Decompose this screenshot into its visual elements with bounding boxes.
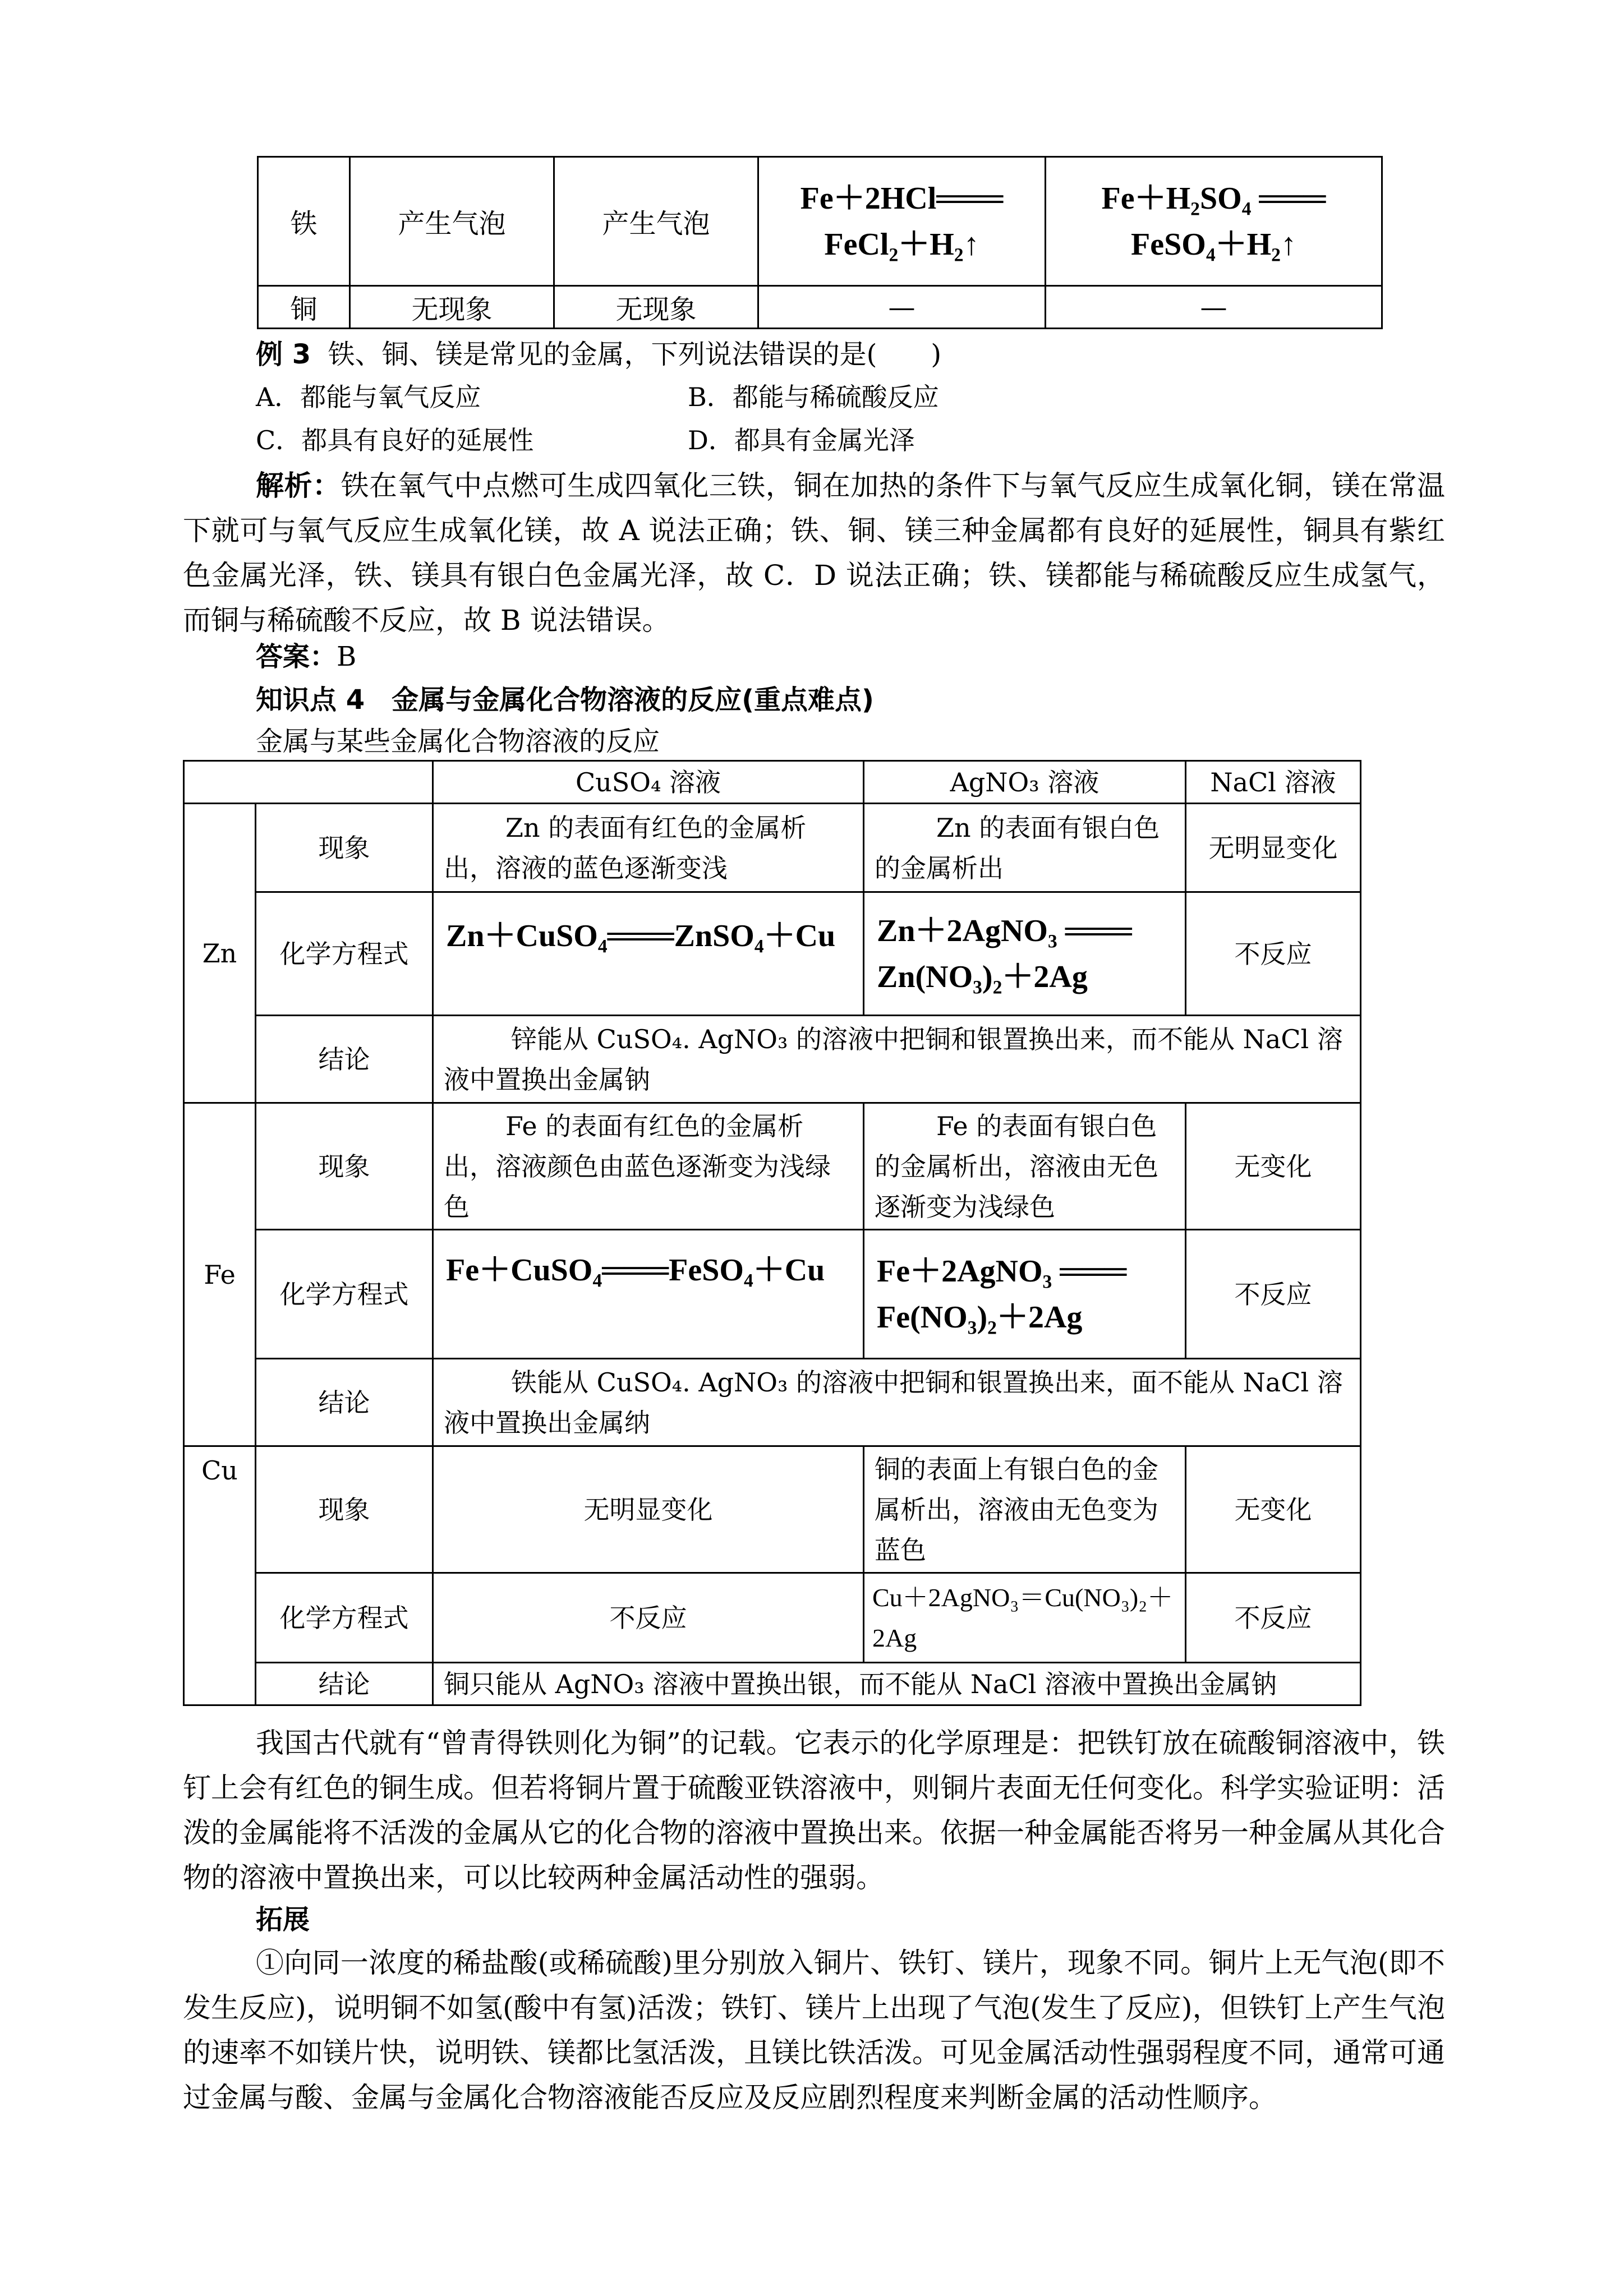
metal-cell: 铁 <box>258 157 350 286</box>
equation-cell: 不反应 <box>1186 1573 1361 1663</box>
row-label: 结论 <box>256 1663 433 1705</box>
header-cell <box>184 761 433 804</box>
table-row <box>184 1016 1361 1103</box>
conclusion-cell: 铜只能从 AgNO₃ 溶液中置换出银，而不能从 NaCl 溶液中置换出金属钠 <box>433 1663 1361 1705</box>
phenomenon-cell: 产生气泡 <box>350 157 554 286</box>
header-cell: CuSO₄ 溶液 <box>433 761 864 804</box>
phenomenon-cell: 无变化 <box>1186 1446 1361 1573</box>
option-a: A．都能与氧气反应 <box>256 382 481 412</box>
answer-line <box>256 635 1445 679</box>
phenomenon-cell: Fe 的表面有红色的金属析出，溶液颜色由蓝色逐渐变为浅绿色 <box>433 1103 864 1230</box>
row-label: 现象 <box>256 1103 433 1230</box>
equation-cell: Cu＋2AgNO₃＝Cu(NO₃)₂＋2Ag <box>864 1573 1186 1663</box>
analysis-label: 解析： <box>256 469 341 502</box>
table-row <box>184 1663 1361 1705</box>
equation-cell: 不反应 <box>1186 892 1361 1016</box>
table-header-row <box>184 761 1361 804</box>
phenomenon-cell: 无现象 <box>554 286 758 329</box>
body-paragraph: 我国古代就有“曾青得铁则化为铜”的记载。它表示的化学原理是：把铁钉放在硫酸铜溶液中，铁钉上会有红色的铜生成。但若将铜片置于硫酸亚铁溶液中，则铜片表面无任何变化。科学实验证明：活泼的金属能将不活泼的金属从它的化合物的溶液中置换出来。依据一种金属能否将另一种金属从其化合物的溶液中置换出来，可以比较两种金属活动性的强弱。 <box>183 1727 1445 1894</box>
reaction-table-acid <box>257 156 1383 329</box>
phenomenon-cell: 无现象 <box>350 286 554 329</box>
table-row <box>184 1446 1361 1573</box>
metal-cell: Fe <box>184 1103 256 1446</box>
header-cell: NaCl 溶液 <box>1186 761 1361 804</box>
phenomenon-cell: Zn 的表面有红色的金属析出，溶液的蓝色逐渐变浅 <box>433 804 864 892</box>
equation-cell: Fe＋CuSO₄═══FeSO₄＋Cu <box>433 1230 864 1359</box>
equation-cell: 不反应 <box>1186 1230 1361 1359</box>
phenomenon-cell: 无明显变化 <box>1186 804 1361 892</box>
table-row <box>184 804 1361 892</box>
section-subtitle: 金属与某些金属化合物溶液的反应 <box>256 726 660 757</box>
table-row <box>184 1230 1361 1359</box>
equation-cell: 不反应 <box>433 1573 864 1663</box>
conclusion-cell: 铁能从 CuSO₄. AgNO₃ 的溶液中把铜和银置换出来，面不能从 NaCl 溶液中置换出金属纳 <box>433 1359 1361 1446</box>
row-label: 现象 <box>256 804 433 892</box>
reaction-table-salt <box>183 760 1361 1706</box>
row-label: 现象 <box>256 1446 433 1573</box>
example-question <box>256 333 1445 376</box>
phenomenon-cell: Zn 的表面有银白色的金属析出 <box>864 804 1186 892</box>
equation-line: Fe＋2HCl═══ <box>800 181 1004 216</box>
option-c: C．都具有良好的延展性 <box>256 425 534 455</box>
equation-line: Zn＋2AgNO₃ ═══ <box>877 913 1132 948</box>
equation-line: Fe＋H₂SO₄ ═══ <box>1101 181 1326 216</box>
table-row <box>258 286 1382 329</box>
dash-cell: — <box>758 286 1046 329</box>
header-cell: AgNO₃ 溶液 <box>864 761 1186 804</box>
table-row <box>258 157 1382 286</box>
equation-cell <box>758 157 1046 286</box>
equation-line: FeSO₄＋H₂↑ <box>1131 227 1296 262</box>
dash-cell: — <box>1046 286 1382 329</box>
metal-cell: 铜 <box>258 286 350 329</box>
table-row <box>184 1359 1361 1446</box>
equation-line: FeCl₂＋H₂↑ <box>824 227 979 262</box>
option-b: B．都能与稀硫酸反应 <box>688 382 939 412</box>
row-label: 化学方程式 <box>256 892 433 1016</box>
expand-title: 拓展 <box>256 1904 310 1935</box>
phenomenon-cell: 产生气泡 <box>554 157 758 286</box>
section-title: 知识点 4 金属与金属化合物溶液的反应(重点难点) <box>256 684 874 716</box>
equation-line: Fe＋2AgNO₃ ═══ <box>877 1253 1127 1289</box>
row-label: 结论 <box>256 1359 433 1446</box>
metal-cell: Zn <box>184 804 256 1103</box>
option-d: D．都具有金属光泽 <box>688 425 915 455</box>
phenomenon-cell: 无变化 <box>1186 1103 1361 1230</box>
equation-cell: Zn＋CuSO₄═══ZnSO₄＋Cu <box>433 892 864 1016</box>
phenomenon-cell: 铜的表面上有银白色的金属析出，溶液由无色变为蓝色 <box>864 1446 1186 1573</box>
phenomenon-cell: Fe 的表面有银白色的金属析出，溶液由无色逐渐变为浅绿色 <box>864 1103 1186 1230</box>
metal-cell: Cu <box>184 1446 256 1705</box>
equation-line: Zn(NO₃)₂＋2Ag <box>877 959 1088 994</box>
row-label: 化学方程式 <box>256 1573 433 1663</box>
example-title: 例 3 <box>256 339 311 370</box>
analysis-text: 铁在氧气中点燃可生成四氧化三铁，铜在加热的条件下与氧气反应生成氧化铜，镁在常温下就可与氧气反应生成氧化镁，故 A 说法正确；铁、铜、镁三种金属都有良好的延展性，铜具有紫红色金属光泽，铁、镁具有银白色金属光泽，故 C．D 说法正确；铁、镁都能与稀硫酸反应生成氢气，而铜与稀硫酸不反应，故 B 说法错误。 <box>183 469 1446 637</box>
answer-label: 答案： <box>256 641 337 672</box>
table-row <box>184 892 1361 1016</box>
answer-value: B <box>337 641 357 672</box>
row-label: 结论 <box>256 1016 433 1103</box>
equation-cell <box>864 892 1186 1016</box>
question-text: 铁、铜、镁是常见的金属，下列说法错误的是( ) <box>328 339 942 370</box>
row-label: 化学方程式 <box>256 1230 433 1359</box>
conclusion-cell: 锌能从 CuSO₄. AgNO₃ 的溶液中把铜和银置换出来，而不能从 NaCl 溶液中置换出金属钠 <box>433 1016 1361 1103</box>
analysis-paragraph <box>183 463 1445 643</box>
table-row <box>184 1103 1361 1230</box>
equation-line: Fe(NO₃)₂＋2Ag <box>877 1299 1083 1335</box>
equation-cell <box>864 1230 1186 1359</box>
phenomenon-cell: 无明显变化 <box>433 1446 864 1573</box>
equation-cell <box>1046 157 1382 286</box>
table-row <box>184 1573 1361 1663</box>
body-paragraph: ①向同一浓度的稀盐酸(或稀硫酸)里分别放入铜片、铁钉、镁片，现象不同。铜片上无气泡(即不发生反应)，说明铜不如氢(酸中有氢)活泼；铁钉、镁片上出现了气泡(发生了反应)，但铁钉上产生气泡的速率不如镁片快，说明铁、镁都比氢活泼，且镁比铁活泼。可见金属活动性强弱程度不同，通常可通过金属与酸、金属与金属化合物溶液能否反应及反应剧烈程度来判断金属的活动性顺序。 <box>183 1947 1445 2114</box>
